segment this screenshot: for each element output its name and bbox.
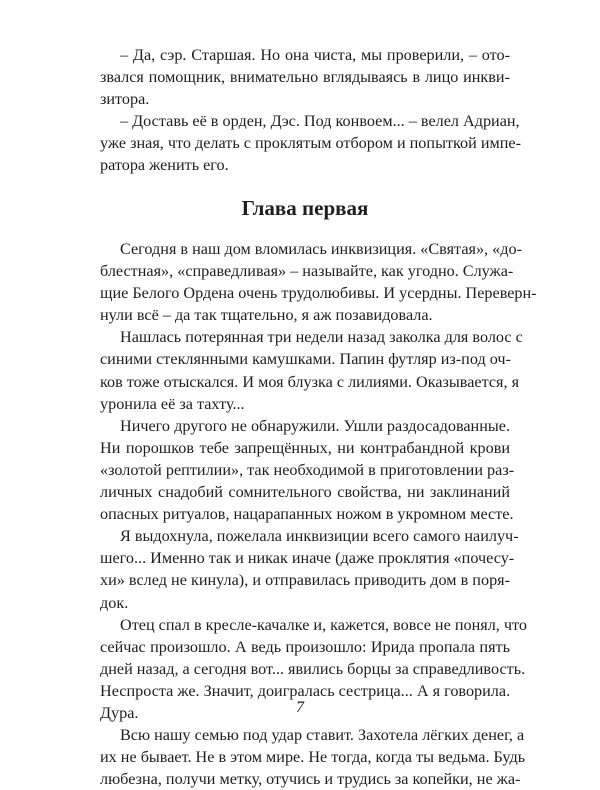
text-line: Ни порошков тебе запрещённых, ни контрабандной крови	[100, 438, 510, 457]
text-line: сейчас произошло. А ведь произошло: Ирида пропала пять	[100, 637, 510, 656]
text-line: личных снадобий сомнительного свойства, ни заклинаний	[100, 483, 510, 502]
page-number: 7	[296, 699, 304, 716]
text-line: – Да, сэр. Старшая. Но она чиста, мы проверили, – ото-	[120, 46, 510, 64]
text-line: их не бывает. Не в этом мире. Не тогда, когда ты ведьма. Будь	[100, 748, 526, 767]
text-line: Неспроста же. Значит, доигралась сестрица... А я говорила.	[100, 681, 511, 700]
text-line: синими стеклянными камушками. Папин футляр из-под оч-	[100, 350, 511, 369]
text-line: Сегодня в наш дом вломилась инквизиция. «Святая», «до-	[120, 240, 522, 258]
chapter-paragraph	[100, 415, 515, 525]
text-line: блестная», «справедливая» – называйте, как угодно. Служа-	[100, 262, 514, 281]
text-line: уже зная, что делать с проклятым отбором и попыткой импе-	[100, 134, 522, 153]
chapter-title: Глава первая	[241, 196, 369, 220]
text-line: зитора.	[100, 90, 150, 109]
text-line: дней назад, а сегодня вот... явились борцы за справедливость.	[100, 659, 526, 678]
chapter-paragraph	[100, 525, 519, 613]
text-line: Дура.	[100, 703, 139, 722]
text-line: Ничего другого не обнаружили. Ушли раздосадованные.	[120, 416, 510, 435]
chapter-paragraph	[100, 238, 537, 326]
chapter-paragraph	[100, 326, 523, 414]
text-line: Отец спал в кресле-качалке и, кажется, вовсе не понял, что	[120, 615, 527, 634]
dialogue-paragraph	[100, 44, 510, 110]
text-line: хи» вслед не кинула), и отправилась приводить дом в поря-	[100, 571, 510, 590]
text-line: щие Белого Ордена очень трудолюбивы. И усердны. Переверн-	[100, 284, 537, 303]
text-line: уронила её за тахту...	[100, 394, 245, 413]
text-line: опасных ритуалов, нацарапанных ножом в укромном месте.	[100, 505, 514, 524]
text-line: ков тоже отыскался. И моя блузка с лилиями. Оказывается, я	[100, 372, 520, 391]
text-line: любезна, получи метку, отучись и трудись за копейки, не жа-	[100, 770, 521, 789]
text-line: звался помощник, внимательно вглядываясь в лицо инкви-	[100, 68, 510, 87]
epilogue-dialogue-block	[100, 44, 522, 177]
text-line: – Доставь её в орден, Дэс. Под конвоем... – велел Адриан,	[120, 112, 520, 131]
text-line: шего... Именно так и никак иначе (даже проклятия «почесу-	[100, 549, 515, 568]
chapter-paragraph	[100, 724, 526, 790]
text-line: ратора женить его.	[100, 156, 229, 175]
text-line: Всю нашу семью под удар ставит. Захотела лёгких денег, а	[120, 726, 525, 745]
dialogue-paragraph	[100, 110, 522, 176]
text-line: нули всё – да так тщательно, я аж позавидовала.	[100, 306, 433, 325]
text-line: «золотой рептилии», так необходимой в приготовлении раз-	[100, 460, 515, 479]
text-line: Нашлась потерянная три недели назад заколка для волос с	[120, 328, 523, 347]
text-line: Я выдохнула, пожелала инквизиции всего самого наилуч-	[120, 527, 519, 546]
text-line: док.	[100, 593, 129, 612]
